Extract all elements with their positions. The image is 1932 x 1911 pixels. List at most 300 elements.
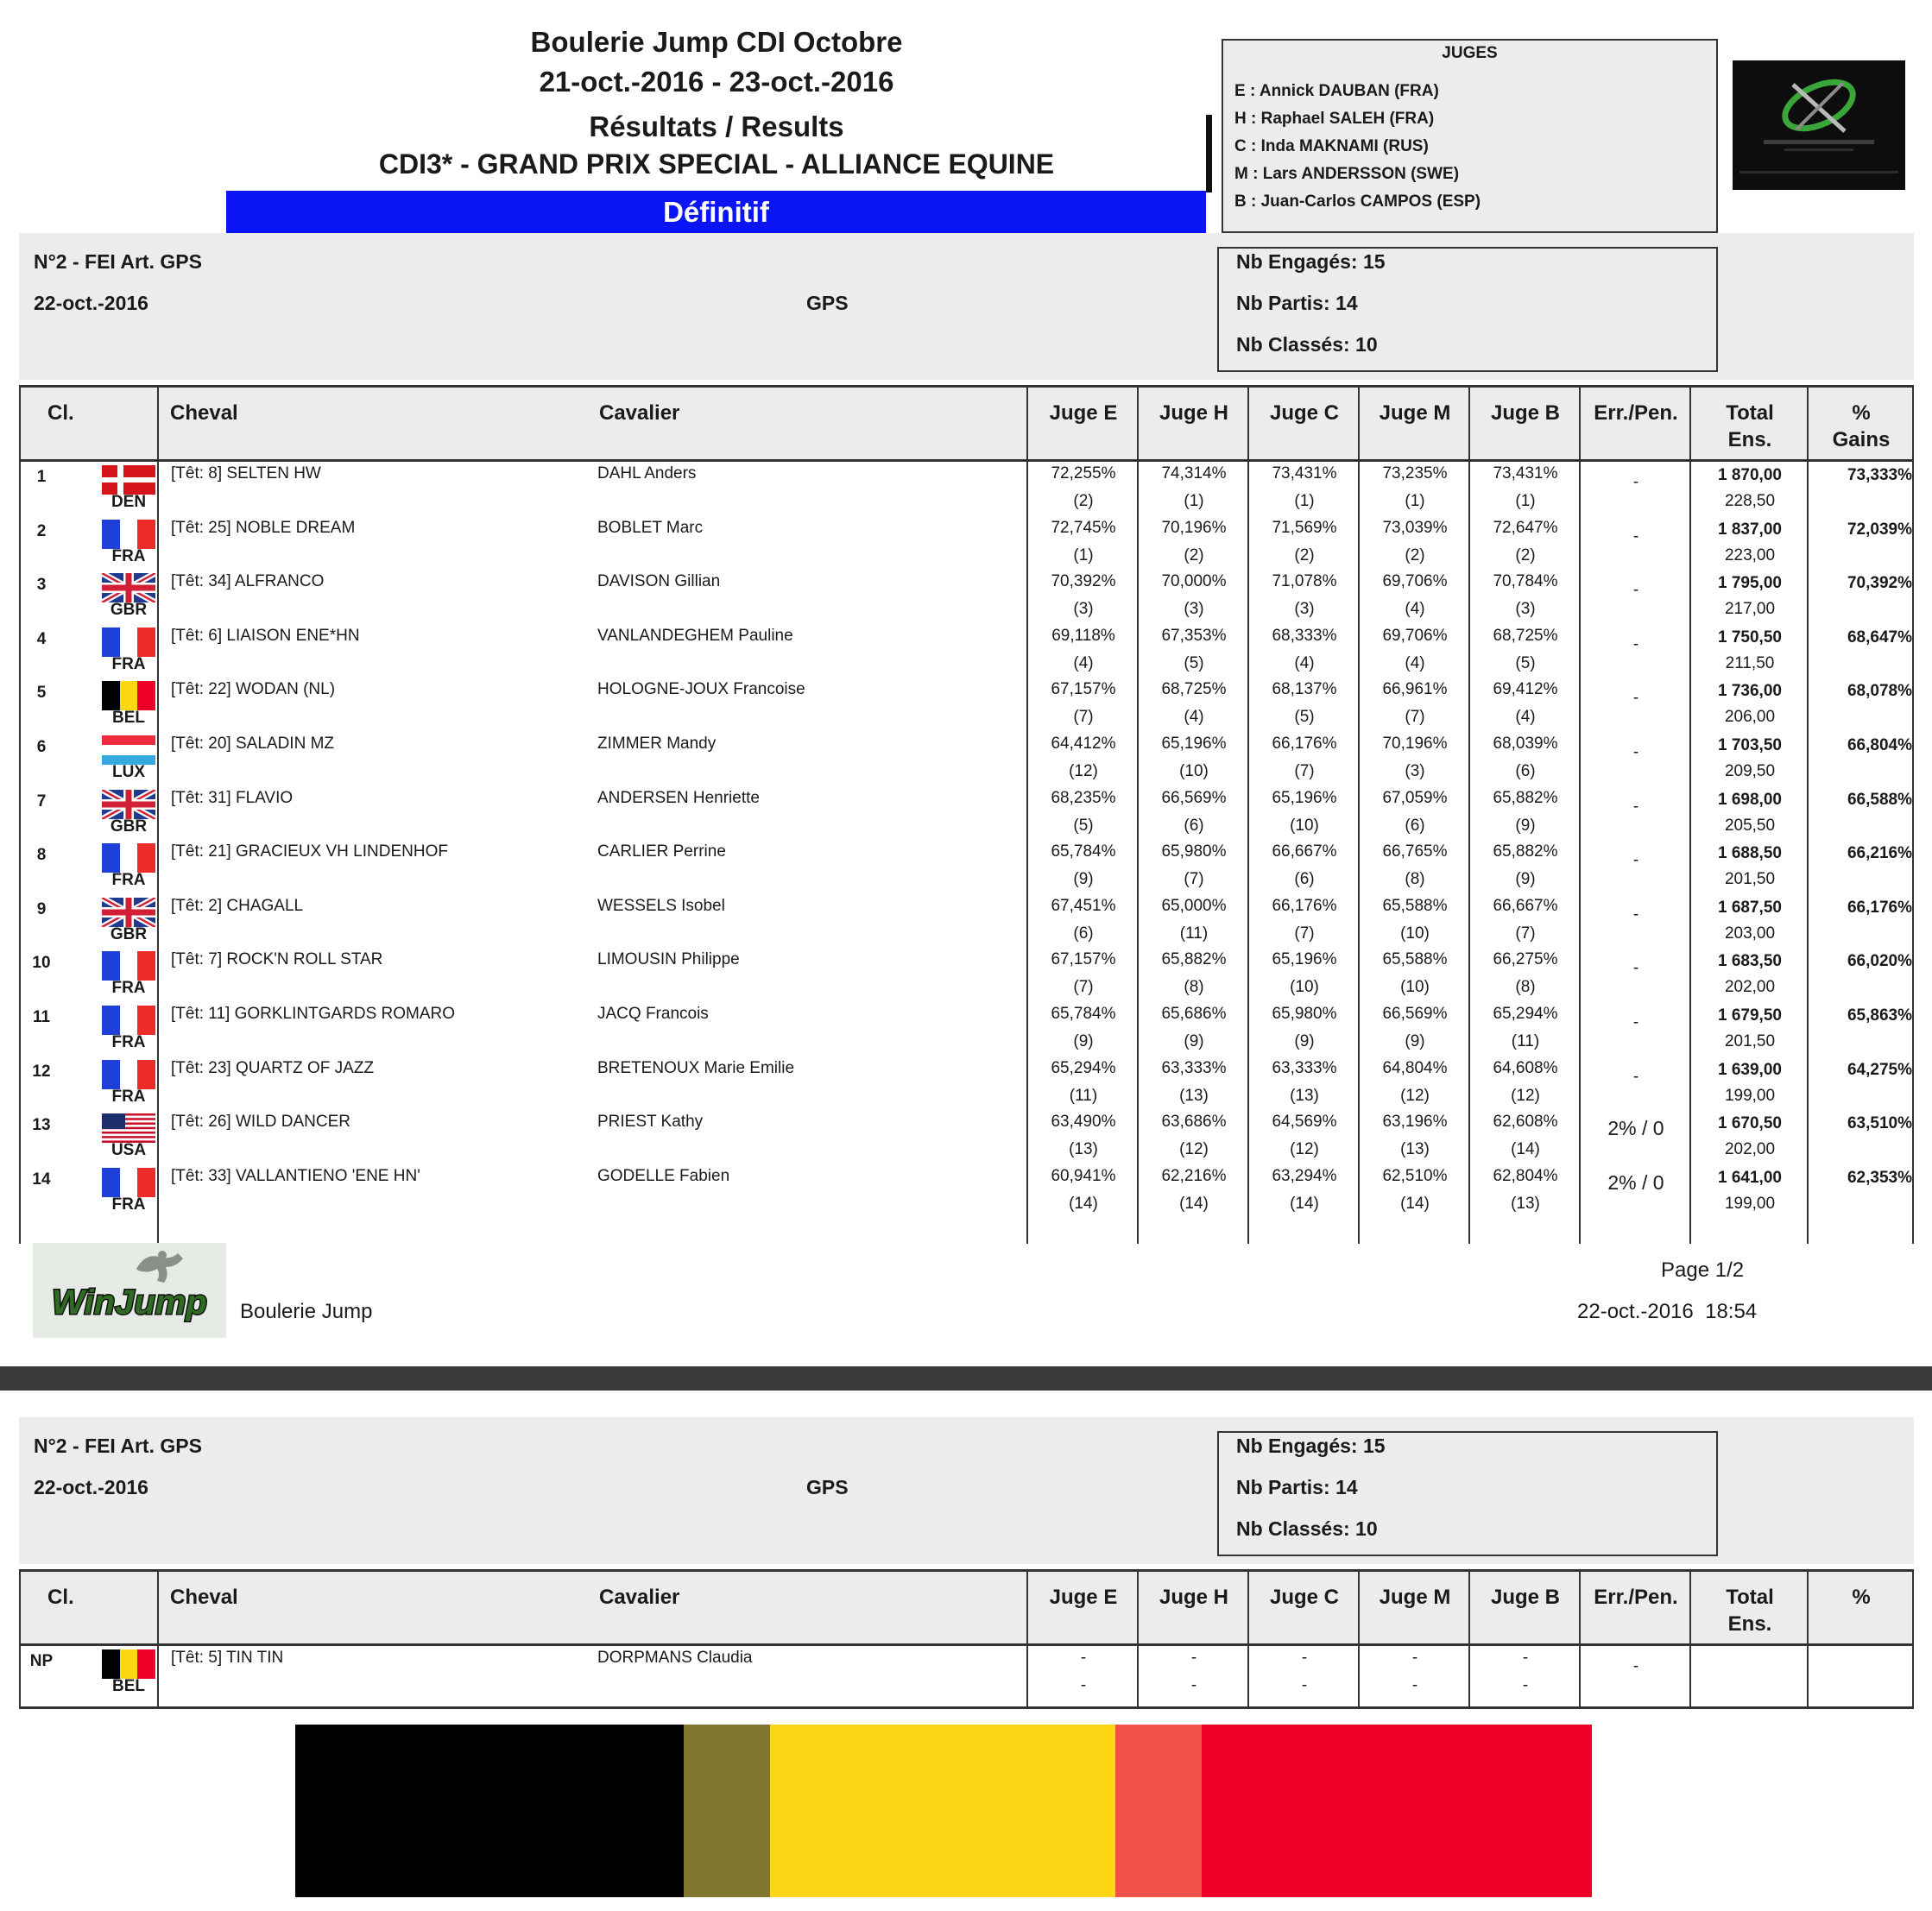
table-row [19,678,1914,732]
judge-score: 66,275% [1493,950,1558,969]
judge-score: 65,686% [1161,1005,1227,1023]
table-row [19,624,1914,678]
total-sub: 202,00 [1724,1140,1776,1159]
judge-place: (13) [1069,1140,1098,1159]
test-name: N°2 - FEI Art. GPS [34,250,202,273]
judge-score: 66,176% [1272,896,1337,915]
judge-score: - [1522,1649,1529,1667]
col-total-p2 [1691,1572,1809,1643]
judge-place: (9) [1515,870,1536,889]
table-left-border [19,385,21,1244]
judge-place: (11) [1179,924,1209,943]
judge-place: (5) [1073,816,1094,835]
table-row [19,1110,1914,1164]
total-score: 1 688,50 [1718,844,1782,863]
judge-score: 71,569% [1272,518,1337,537]
col-judge-e: Juge E [1049,401,1118,425]
col-judge-h: Juge H [1159,401,1228,425]
judge-score: 68,039% [1493,735,1558,753]
judge-place: (13) [1290,1086,1319,1105]
judge-place: (10) [1290,978,1319,997]
judge-place: (14) [1511,1140,1540,1159]
rank-cell: 1 [36,468,47,486]
penalty-cell: - [1632,473,1639,491]
info-band [19,233,1914,380]
page-number: Page 1/2 [1661,1258,1745,1282]
total-sub: 206,00 [1724,708,1776,727]
rider-name: LIMOUSIN Philippe [597,950,740,969]
page-separator [0,1366,1932,1391]
col-errors: Err./Pen. [1594,401,1678,425]
rank-cell: 5 [36,684,47,703]
windjump-logo [33,1243,226,1338]
table-row [19,786,1914,841]
rank-cell: 8 [36,846,47,865]
judge-score: 66,667% [1272,842,1337,861]
rider-name: DAVISON Gillian [597,572,721,591]
total-sub: 201,50 [1724,1032,1776,1050]
total-sub: 209,50 [1724,762,1776,780]
col-errors-p2: Err./Pen. [1594,1586,1678,1609]
percentage: 68,078% [1847,682,1912,701]
col-total-l1: Total [1726,401,1774,425]
rider-name: DORPMANS Claudia [597,1649,753,1667]
percentage: 66,216% [1847,844,1912,863]
judge-score: 66,569% [1382,1005,1448,1023]
judge-place: (2) [1515,546,1536,564]
penalty-cell: - [1632,959,1639,978]
judge-place: (11) [1511,1032,1540,1050]
judge-score: 63,490% [1051,1113,1116,1132]
title-divider [1206,115,1212,192]
percentage: 66,020% [1847,952,1912,971]
judge-score: 68,235% [1051,788,1116,807]
judge-place: (6) [1184,816,1204,835]
total-score: 1 795,00 [1718,574,1782,593]
judge-place: (3) [1515,600,1536,619]
column-divider [1579,385,1581,1244]
judge-place: (3) [1405,762,1425,780]
nation-code: USA [110,1141,147,1160]
judge-place: (9) [1073,870,1094,889]
judge-score: - [1411,1649,1418,1667]
col-total-l2: Ens. [1727,428,1772,451]
percentage: 62,353% [1847,1168,1912,1187]
judge-place: (4) [1073,653,1094,672]
table-header [19,385,1914,462]
judge-score: 63,333% [1161,1058,1227,1077]
judge-place: (3) [1294,600,1315,619]
country-flag-icon [102,735,155,765]
judge-place: (7) [1073,978,1094,997]
table-right-border [1912,385,1914,1244]
judge-score: 64,608% [1493,1058,1558,1077]
judge-score: 65,196% [1272,788,1337,807]
horse-name: [Têt: 34] ALFRANCO [171,572,325,591]
country-flag-icon [102,1649,155,1679]
test-code: GPS [806,292,849,314]
judge-place: (14) [1069,1194,1098,1213]
judge-place: (12) [1400,1086,1430,1105]
judge-place: (12) [1511,1086,1540,1105]
event-dates: 21-oct.-2016 - 23-oct.-2016 [539,66,894,98]
judge-place: (6) [1405,816,1425,835]
column-divider [1807,385,1809,1244]
windjump-logo-text: WinJump [52,1283,207,1321]
rider-name: WESSELS Isobel [597,896,725,915]
column-divider [1689,1569,1691,1709]
table-row [19,840,1914,894]
percentage: 73,333% [1847,466,1912,484]
column-divider [1026,1569,1028,1709]
total-score: 1 639,00 [1718,1060,1782,1079]
percentage: 65,863% [1847,1006,1912,1025]
table-row [19,1056,1914,1111]
judge-place: (5) [1515,653,1536,672]
judge-score: 60,941% [1051,1166,1116,1185]
country-flag-icon [102,520,155,549]
judge-place: (9) [1073,1032,1094,1050]
judge-score: 65,588% [1382,896,1448,915]
judge-score: 65,980% [1161,842,1227,861]
table-header-p2 [19,1569,1914,1646]
judge-place: (4) [1405,600,1425,619]
col-horse: Cheval [170,401,238,425]
country-flag-icon [102,898,155,927]
judge-score: 69,412% [1493,680,1558,699]
judge-place: (10) [1290,816,1319,835]
rider-name: DAHL Anders [597,464,697,482]
started-count-p2: Nb Partis: 14 [1236,1476,1358,1498]
judge-m: M : Lars ANDERSSON (SWE) [1234,165,1460,183]
horse-name: [Têt: 7] ROCK'N ROLL STAR [171,950,383,969]
judge-place: (6) [1073,924,1094,943]
status-banner: Définitif [226,191,1206,233]
total-sub: 199,00 [1724,1194,1776,1213]
country-flag-icon [102,790,155,819]
judge-score: 69,706% [1382,572,1448,591]
judge-score: 63,333% [1272,1058,1337,1077]
percentage: 63,510% [1847,1114,1912,1133]
column-divider [1358,385,1360,1244]
percentage: 66,588% [1847,790,1912,809]
judge-score: 74,314% [1161,464,1227,482]
judge-place: (14) [1290,1194,1319,1213]
table-row [19,1164,1914,1219]
country-flag-icon [102,1168,155,1197]
judge-score: 64,412% [1051,735,1116,753]
total-sub: 217,00 [1724,600,1776,619]
rank-cell: 13 [32,1116,51,1135]
penalty-cell: - [1632,689,1639,708]
judge-place: (4) [1405,653,1425,672]
ranked-count-p2: Nb Classés: 10 [1236,1517,1378,1540]
column-divider [1468,385,1470,1244]
horse-name: [Têt: 6] LIAISON ENE*HN [171,626,360,645]
column-divider [1468,1569,1470,1709]
nation-code: FRA [111,546,146,565]
country-flag-icon [102,1060,155,1089]
rider-name: ANDERSEN Henriette [597,788,760,807]
column-divider [1358,1569,1360,1709]
table-row [19,732,1914,786]
total-sub: 228,50 [1724,492,1776,510]
col-judge-c: Juge C [1269,401,1339,425]
country-flag-icon [102,1006,155,1035]
penalty-cell: 2% / 0 [1607,1117,1664,1140]
rank-cell: 14 [32,1170,51,1189]
rank-cell: NP [29,1652,54,1670]
judge-score: 65,000% [1161,896,1227,915]
rank-cell: 2 [36,521,47,540]
judge-e: E : Annick DAUBAN (FRA) [1234,82,1439,100]
nation-code: FRA [111,979,146,998]
rider-name: JACQ Francois [597,1005,709,1023]
column-divider [1579,1569,1581,1709]
judge-place: (1) [1184,492,1204,510]
judge-place: (7) [1294,762,1315,780]
test-name-p2: N°2 - FEI Art. GPS [34,1435,202,1457]
penalty-cell: - [1632,905,1639,924]
judge-place: (9) [1515,816,1536,835]
total-sub: 211,50 [1725,653,1775,672]
table-bottom-rule [19,1706,1914,1709]
organizer-name: Boulerie Jump [240,1300,373,1323]
judge-score: 72,647% [1493,518,1558,537]
penalty-cell: 2% / 0 [1607,1170,1664,1194]
judge-score: 62,510% [1382,1166,1448,1185]
judge-place: (2) [1294,546,1315,564]
nation-code: GBR [110,601,148,620]
belgium-flag-image [295,1725,1592,1897]
country-flag-icon [102,465,155,495]
competition-title: CDI3* - GRAND PRIX SPECIAL - ALLIANCE EQUINE [378,148,1055,180]
judge-score: 63,196% [1382,1113,1448,1132]
judge-score: 65,588% [1382,950,1448,969]
nation-code: FRA [111,1033,146,1051]
horse-name: [Têt: 31] FLAVIO [171,788,294,807]
engaged-count-p2: Nb Engagés: 15 [1236,1435,1386,1457]
table-row [19,1646,1914,1706]
nation-code: FRA [111,1087,146,1106]
judge-score: 68,333% [1272,626,1337,645]
col-judge-e-p2: Juge E [1049,1586,1118,1609]
nation-code: GBR [110,924,148,943]
judge-score: 65,980% [1272,1005,1337,1023]
rider-name: CARLIER Perrine [597,842,726,861]
penalty-cell: - [1632,1013,1639,1031]
country-flag-icon [102,1113,155,1143]
judge-score: 65,882% [1161,950,1227,969]
judge-score: 65,196% [1161,735,1227,753]
percentage: 66,176% [1847,898,1912,917]
nation-code: FRA [111,1195,146,1214]
horse-name: [Têt: 5] TIN TIN [171,1649,284,1667]
judge-score: 72,745% [1051,518,1116,537]
judge-score: 69,706% [1382,626,1448,645]
penalty-cell: - [1632,1657,1639,1675]
col-rider: Cavalier [599,401,680,425]
judge-place: (5) [1184,653,1204,672]
judge-place: (12) [1179,1140,1209,1159]
event-title: Boulerie Jump CDI Octobre [530,26,903,58]
judge-place: (14) [1400,1194,1430,1213]
judge-place: (9) [1405,1032,1425,1050]
judge-score: 62,608% [1493,1113,1558,1132]
total-sub: 203,00 [1724,924,1776,943]
rank-cell: 6 [36,738,47,756]
judge-place: (10) [1179,762,1209,780]
total-score: 1 641,00 [1718,1168,1782,1187]
started-count: Nb Partis: 14 [1236,292,1358,314]
judge-place: (4) [1184,708,1204,727]
total-score: 1 703,50 [1718,736,1782,754]
judge-score: 67,157% [1051,950,1116,969]
country-flag-icon [102,681,155,710]
judge-place: (8) [1515,978,1536,997]
judge-score: 66,961% [1382,680,1448,699]
judge-score: 66,569% [1161,788,1227,807]
country-flag-icon [102,843,155,873]
judges-title: JUGES [1442,44,1498,62]
penalty-cell: - [1632,743,1639,761]
judge-score: 73,431% [1493,464,1558,482]
total-score: 1 679,50 [1718,1006,1782,1025]
judge-score: 68,137% [1272,680,1337,699]
judge-score: 64,569% [1272,1113,1337,1132]
judge-place: (9) [1184,1032,1204,1050]
total-score: 1 837,00 [1718,520,1782,539]
col-judge-b-p2: Juge B [1490,1586,1560,1609]
column-divider [1689,385,1691,1244]
judge-score: 72,255% [1051,464,1116,482]
judge-place: (5) [1294,708,1315,727]
judge-score: 65,882% [1493,842,1558,861]
judge-score: 66,667% [1493,896,1558,915]
nation-code: FRA [111,654,146,673]
judge-place: - [1190,1676,1197,1694]
judge-score: 65,294% [1051,1058,1116,1077]
print-timestamp: 22-oct.-2016 18:54 [1577,1300,1758,1323]
table-row [19,516,1914,571]
judge-place: - [1301,1676,1308,1694]
percentage: 70,392% [1847,574,1912,593]
total-score: 1 750,50 [1718,628,1782,646]
column-divider [1137,1569,1139,1709]
nation-code: BEL [112,709,145,728]
judge-place: (3) [1184,600,1204,619]
judge-score: 70,196% [1161,518,1227,537]
sponsor-logo [1733,60,1905,190]
table-left-border [19,1569,21,1709]
judge-score: - [1190,1649,1197,1667]
judge-place: (6) [1294,870,1315,889]
column-divider [1026,385,1028,1244]
judge-place: (1) [1073,546,1094,564]
test-date: 22-oct.-2016 [34,292,148,314]
penalty-cell: - [1632,851,1639,870]
judge-score: 63,294% [1272,1166,1337,1185]
rank-cell: 11 [32,1008,51,1026]
judge-score: 67,157% [1051,680,1116,699]
judge-place: - [1080,1676,1087,1694]
col-horse-p2: Cheval [170,1586,238,1609]
table-right-border [1912,1569,1914,1709]
total-score: 1 736,00 [1718,682,1782,701]
judge-score: 66,765% [1382,842,1448,861]
horse-name: [Têt: 8] SELTEN HW [171,464,321,482]
horse-name: [Têt: 11] GORKLINTGARDS ROMARO [171,1005,456,1023]
judge-h: H : Raphael SALEH (FRA) [1234,110,1435,128]
results-table-page2 [19,1569,1914,1712]
test-code-p2: GPS [806,1476,849,1498]
col-judge-m-p2: Juge M [1379,1586,1451,1609]
judge-score: 73,235% [1382,464,1448,482]
judge-c: C : Inda MAKNAMI (RUS) [1234,137,1429,155]
judges-panel [1222,39,1718,233]
percentage: 64,275% [1847,1060,1912,1079]
judge-score: 63,686% [1161,1113,1227,1132]
table-row [19,948,1914,1002]
horse-name: [Têt: 2] CHAGALL [171,896,304,915]
rank-cell: 12 [32,1062,51,1081]
col-judge-m: Juge M [1379,401,1451,425]
judge-b: B : Juan-Carlos CAMPOS (ESP) [1234,192,1481,211]
judge-place: (3) [1073,600,1094,619]
judge-score: 66,176% [1272,735,1337,753]
judge-place: (8) [1184,978,1204,997]
total-score: 1 870,00 [1718,466,1782,484]
judge-score: 65,196% [1272,950,1337,969]
horse-name: [Têt: 20] SALADIN MZ [171,735,334,753]
judge-score: 70,196% [1382,735,1448,753]
col-total-p2-l1: Total [1726,1586,1774,1609]
judge-place: (7) [1184,870,1204,889]
judge-score: 73,431% [1272,464,1337,482]
judge-place: (7) [1073,708,1094,727]
judge-place: - [1411,1676,1418,1694]
penalty-cell: - [1632,634,1639,653]
results-table [19,385,1914,1244]
judge-place: (7) [1405,708,1425,727]
col-rank-p2: Cl. [47,1586,74,1609]
judge-score: - [1080,1649,1087,1667]
judge-place: (1) [1294,492,1315,510]
column-divider [1247,1569,1249,1709]
nation-code: DEN [110,493,147,511]
judge-score: 73,039% [1382,518,1448,537]
info-band-page2 [19,1417,1914,1564]
stats-panel [1217,247,1718,372]
col-pct [1809,388,1914,459]
judge-score: 68,725% [1493,626,1558,645]
judge-place: (4) [1294,653,1315,672]
col-judge-b: Juge B [1490,401,1560,425]
judge-place: (13) [1400,1140,1430,1159]
judge-score: 70,392% [1051,572,1116,591]
judge-place: (4) [1515,708,1536,727]
col-pct-p2: % [1852,1586,1871,1609]
horse-name: [Têt: 21] GRACIEUX VH LINDENHOF [171,842,448,861]
country-flag-icon [102,628,155,657]
judge-place: (1) [1405,492,1425,510]
judge-place: (1) [1515,492,1536,510]
total-sub: 202,00 [1724,978,1776,997]
judge-place: (11) [1069,1086,1098,1105]
penalty-cell: - [1632,581,1639,600]
rank-cell: 10 [32,954,51,973]
nation-code: FRA [111,871,146,890]
